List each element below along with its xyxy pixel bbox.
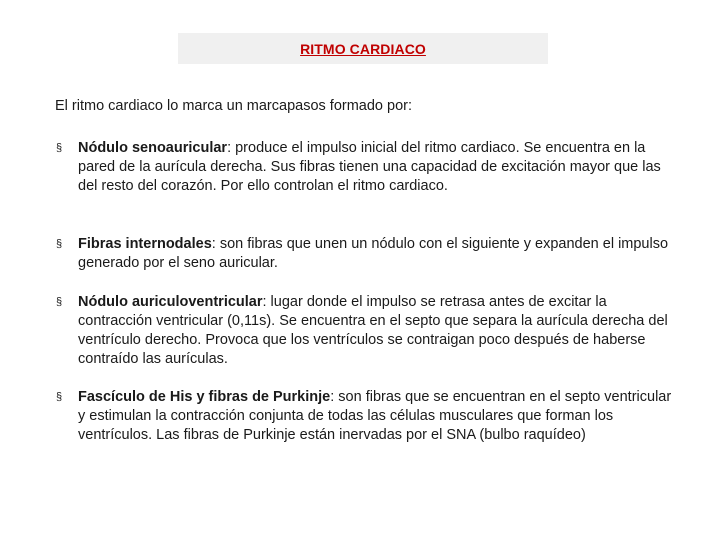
item-description: : son fibras que unen un nódulo con el siguiente y expanden el impulso generado por el seno auricular. bbox=[78, 236, 669, 271]
list-item-his-purkinje bbox=[55, 388, 675, 445]
list-item-body bbox=[78, 388, 678, 445]
item-term: Nódulo senoauricular bbox=[78, 140, 228, 156]
title-banner bbox=[178, 33, 548, 64]
list-item-body bbox=[78, 293, 678, 369]
list-item-internodales bbox=[55, 235, 675, 273]
bullet-icon: § bbox=[56, 391, 63, 403]
item-term: Fibras internodales bbox=[78, 236, 212, 252]
intro-text: El ritmo cardiaco lo marca un marcapasos formado por: bbox=[55, 98, 413, 114]
item-description: : lugar donde el impulso se retrasa antes de excitar la contracción ventricular (0,11s). Se encuentra en el septo que separa la aurícula derecha del ventrículo derecho. Provoca que los ventrículos se contraigan poco después de haberse contraído las aurículas. bbox=[78, 294, 668, 367]
item-description: : son fibras que se encuentran en el septo ventricular y estimulan la contracción conjunta de todas las células musculares que forman los ventrículos. Las fibras de Purkinje están inervadas por el SNA (bulbo raquídeo) bbox=[78, 389, 672, 443]
bullet-icon: § bbox=[56, 296, 63, 308]
item-term: Nódulo auriculoventricular bbox=[78, 294, 263, 310]
list-item-body bbox=[78, 235, 678, 273]
list-item-senoauricular bbox=[55, 139, 675, 196]
bullet-icon: § bbox=[56, 238, 63, 250]
page-title: RITMO CARDIACO bbox=[300, 40, 426, 57]
bullet-icon: § bbox=[56, 142, 63, 154]
item-term: Fascículo de His y fibras de Purkinje bbox=[78, 389, 331, 405]
list-item-body bbox=[78, 139, 678, 196]
item-description: : produce el impulso inicial del ritmo cardiaco. Se encuentra en la pared de la aurícula derecha. Sus fibras tienen una capacidad de excitación mayor que las del resto del corazón. Por ello controlan el ritmo cardiaco. bbox=[78, 140, 661, 194]
list-item-auriculoventricular bbox=[55, 293, 675, 369]
